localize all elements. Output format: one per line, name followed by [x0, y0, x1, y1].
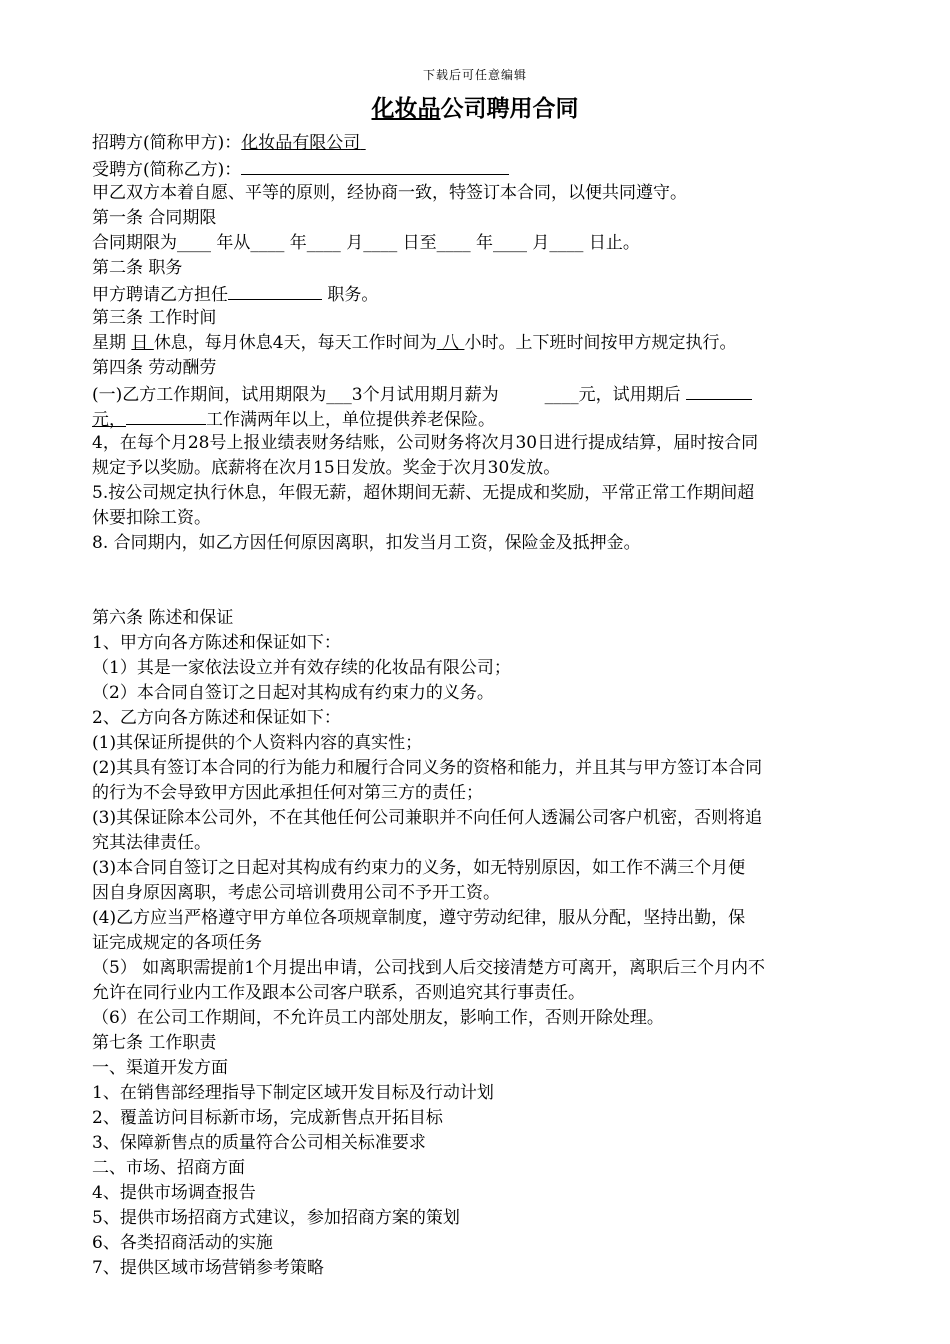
- art4-line6: 休要扣除工资。: [92, 508, 211, 528]
- art4-line7: 8. 合同期内，如乙方因任何原因离职，扣发当月工资，保险金及抵押金。: [92, 533, 641, 553]
- title-company-type: 化妆品: [371, 95, 441, 122]
- party-b-line: [92, 156, 509, 183]
- art4-line2: 元， 工作满两年以上，单位提供养老保险。: [92, 406, 495, 433]
- art2-text: 甲方聘请乙方担任 职务。: [92, 281, 378, 308]
- art6-line: (2)其具有签订本合同的行为能力和履行合同义务的资格和能力，并且其与甲方签订本合同: [92, 758, 763, 778]
- art7-line: 4、提供市场调查报告: [92, 1183, 256, 1203]
- art6-line: 证完成规定的各项任务: [92, 933, 262, 953]
- art6-line: (4)乙方应当严格遵守甲方单位各项规章制度，遵守劳动纪律，服从分配，坚持出勤，保: [92, 908, 746, 928]
- position-blank: [228, 281, 322, 300]
- art7-line: 7、提供区域市场营销参考策略: [92, 1258, 324, 1278]
- art6-line: 2、乙方向各方陈述和保证如下：: [92, 708, 341, 728]
- art6-line: 允许在同行业内工作及跟本公司客户联系，否则追究其行事责任。: [92, 983, 585, 1003]
- art7-heading: 第七条 工作职责: [92, 1033, 217, 1053]
- party-b-label: 受聘方(简称乙方)：: [92, 160, 242, 180]
- art4-heading: 第四条 劳动酬劳: [92, 358, 217, 378]
- art7-line: 2、覆盖访问目标新市场，完成新售点开拓目标: [92, 1108, 443, 1128]
- art6-line: （2）本合同自签订之日起对其构成有约束力的义务。: [92, 683, 494, 703]
- art4-line4: 规定予以奖励。底薪将在次月15日发放。奖金于次月30发放。: [92, 458, 561, 478]
- rest-day: 日: [131, 333, 154, 353]
- art6-line: 1、甲方向各方陈述和保证如下：: [92, 633, 341, 653]
- art1-text: 合同期限为____ 年从____ 年____ 月____ 日至____ 年____ 月____ 日止。: [92, 233, 640, 253]
- art7-line: 二、市场、招商方面: [92, 1158, 245, 1178]
- art6-line: （5） 如离职需提前1个月提出申请，公司找到人后交接清楚方可离开，离职后三个月内不: [92, 958, 766, 978]
- salary-blank: [686, 381, 752, 400]
- art7-line: 5、提供市场招商方式建议，参加招商方案的策划: [92, 1208, 460, 1228]
- art6-line: 究其法律责任。: [92, 833, 211, 853]
- art6-heading: 第六条 陈述和保证: [92, 608, 234, 628]
- art6-line: 因自身原因离职，考虑公司培训费用公司不予开工资。: [92, 883, 500, 903]
- art4-line3: 4，在每个月28号上报业绩表财务结账，公司财务将次月30日进行提成结算，届时按合同: [92, 433, 759, 453]
- art2-heading: 第二条 职务: [92, 258, 183, 278]
- art3-text: 星期 日 休息，每月休息4天，每天工作时间为 八 小时。上下班时间按甲方规定执行。: [92, 333, 737, 353]
- party-a-label: 招聘方(简称甲方)：: [92, 133, 242, 153]
- salary-after-blank: [126, 406, 206, 425]
- art7-line: 3、保障新售点的质量符合公司相关标准要求: [92, 1133, 426, 1153]
- art4-line1: (一)乙方工作期间，试用期限为___3个月试用期月薪为 ____元，试用期后: [92, 381, 752, 408]
- art7-line: 6、各类招商活动的实施: [92, 1233, 273, 1253]
- art7-line: 一、渠道开发方面: [92, 1058, 228, 1078]
- header-note: 下载后可任意编辑: [422, 68, 527, 82]
- party-a-line: [92, 131, 366, 156]
- party-b-blank: [241, 156, 509, 175]
- contract-title: [0, 90, 950, 123]
- intro-text: 甲乙双方本着自愿、平等的原则，经协商一致，特签订本合同，以便共同遵守。: [92, 183, 687, 203]
- art6-line: (3)其保证除本公司外，不在其他任何公司兼职并不向任何人透漏公司客户机密，否则将追: [92, 808, 763, 828]
- art3-heading: 第三条 工作时间: [92, 308, 217, 328]
- work-hours: 八: [436, 333, 465, 353]
- art6-line: （6）在公司工作期间，不允许员工内部处朋友，影响工作，否则开除处理。: [92, 1008, 664, 1028]
- art6-line: (1)其保证所提供的个人资料内容的真实性；: [92, 733, 423, 753]
- art6-line: （1）其是一家依法设立并有效存续的化妆品有限公司；: [92, 658, 511, 678]
- party-a-value: 化妆品有限公司: [241, 133, 361, 153]
- art6-line: (3)本合同自签订之日起对其构成有约束力的义务，如无特别原因，如工作不满三个月便: [92, 858, 746, 878]
- art7-line: 1、在销售部经理指导下制定区域开发目标及行动计划: [92, 1083, 494, 1103]
- art1-heading: 第一条 合同期限: [92, 208, 217, 228]
- art6-line: 的行为不会导致甲方因此承担任何对第三方的责任；: [92, 783, 483, 803]
- art4-line5: 5.按公司规定执行休息，年假无薪，超休期间无薪、无提成和奖励，平常正常工作期间超: [92, 483, 755, 503]
- title-rest: 公司聘用合同: [440, 95, 579, 122]
